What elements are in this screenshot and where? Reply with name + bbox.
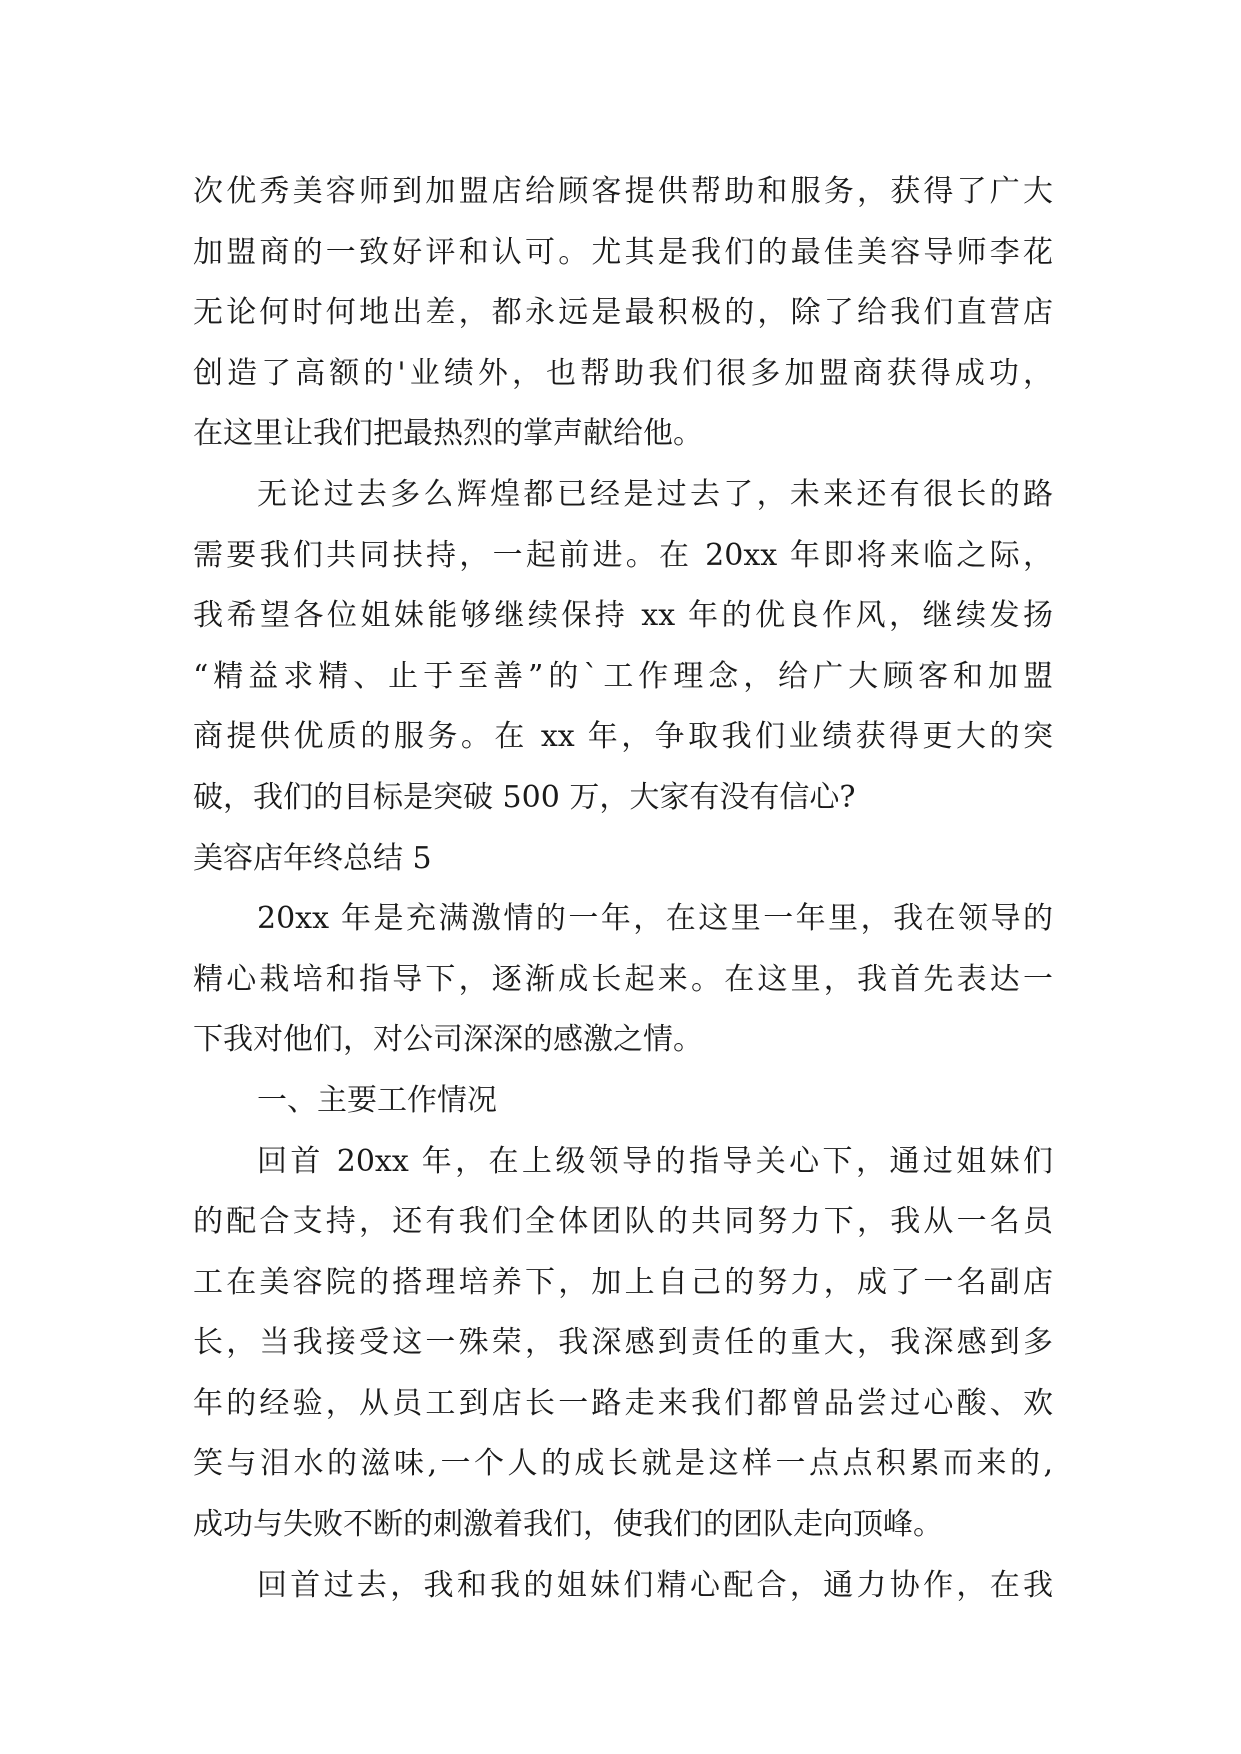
text-line: 我希望各位姐妹能够继续保持 xx 年的优良作风，继续发扬 <box>193 598 1053 634</box>
text-line: 破，我们的目标是突破 500 万，大家有没有信心? <box>193 779 856 815</box>
text-line: 在这里让我们把最热烈的掌声献给他。 <box>193 416 703 452</box>
subsection-heading: 一、主要工作情况 <box>257 1082 497 1118</box>
text-line: 下我对他们，对公司深深的感激之情。 <box>193 1022 703 1058</box>
section-heading: 美容店年终总结 5 <box>193 840 432 876</box>
text-line: 需要我们共同扶持，一起前进。在 20xx 年即将来临之际， <box>193 537 1053 573</box>
text-line: 创造了高额的'业绩外，也帮助我们很多加盟商获得成功， <box>193 355 1053 391</box>
paragraph-first-line: 20xx 年是充满激情的一年，在这里一年里，我在领导的 <box>257 901 1053 937</box>
text-line: 年的经验，从员工到店长一路走来我们都曾品尝过心酸、欢 <box>193 1385 1053 1421</box>
text-line: 精心栽培和指导下，逐渐成长起来。在这里，我首先表达一 <box>193 961 1053 997</box>
text-line: 笑与泪水的滋味,一个人的成长就是这样一点点积累而来的, <box>193 1446 1053 1482</box>
text-line: 工在美容院的搭理培养下，加上自己的努力，成了一名副店 <box>193 1264 1053 1300</box>
paragraph-first-line: 回首过去，我和我的姐妹们精心配合，通力协作，在我 <box>257 1567 1053 1603</box>
text-line: “精益求精、止于至善”的`工作理念，给广大顾客和加盟 <box>193 658 1053 694</box>
text-line: 加盟商的一致好评和认可。尤其是我们的最佳美容导师李花 <box>193 234 1053 270</box>
paragraph-first-line: 无论过去多么辉煌都已经是过去了，未来还有很长的路 <box>257 476 1053 512</box>
paragraph-first-line: 回首 20xx 年，在上级领导的指导关心下，通过姐妹们 <box>257 1143 1053 1179</box>
document-body <box>193 162 1053 1616</box>
text-line: 的配合支持，还有我们全体团队的共同努力下，我从一名员 <box>193 1204 1053 1240</box>
text-line: 无论何时何地出差，都永远是最积极的，除了给我们直营店 <box>193 295 1053 331</box>
text-line: 成功与失败不断的刺激着我们，使我们的团队走向顶峰。 <box>193 1507 943 1543</box>
text-line: 次优秀美容师到加盟店给顾客提供帮助和服务，获得了广大 <box>193 174 1053 209</box>
text-line: 商提供优质的服务。在 xx 年，争取我们业绩获得更大的突 <box>193 719 1053 755</box>
text-line: 长，当我接受这一殊荣，我深感到责任的重大，我深感到多 <box>193 1325 1053 1361</box>
